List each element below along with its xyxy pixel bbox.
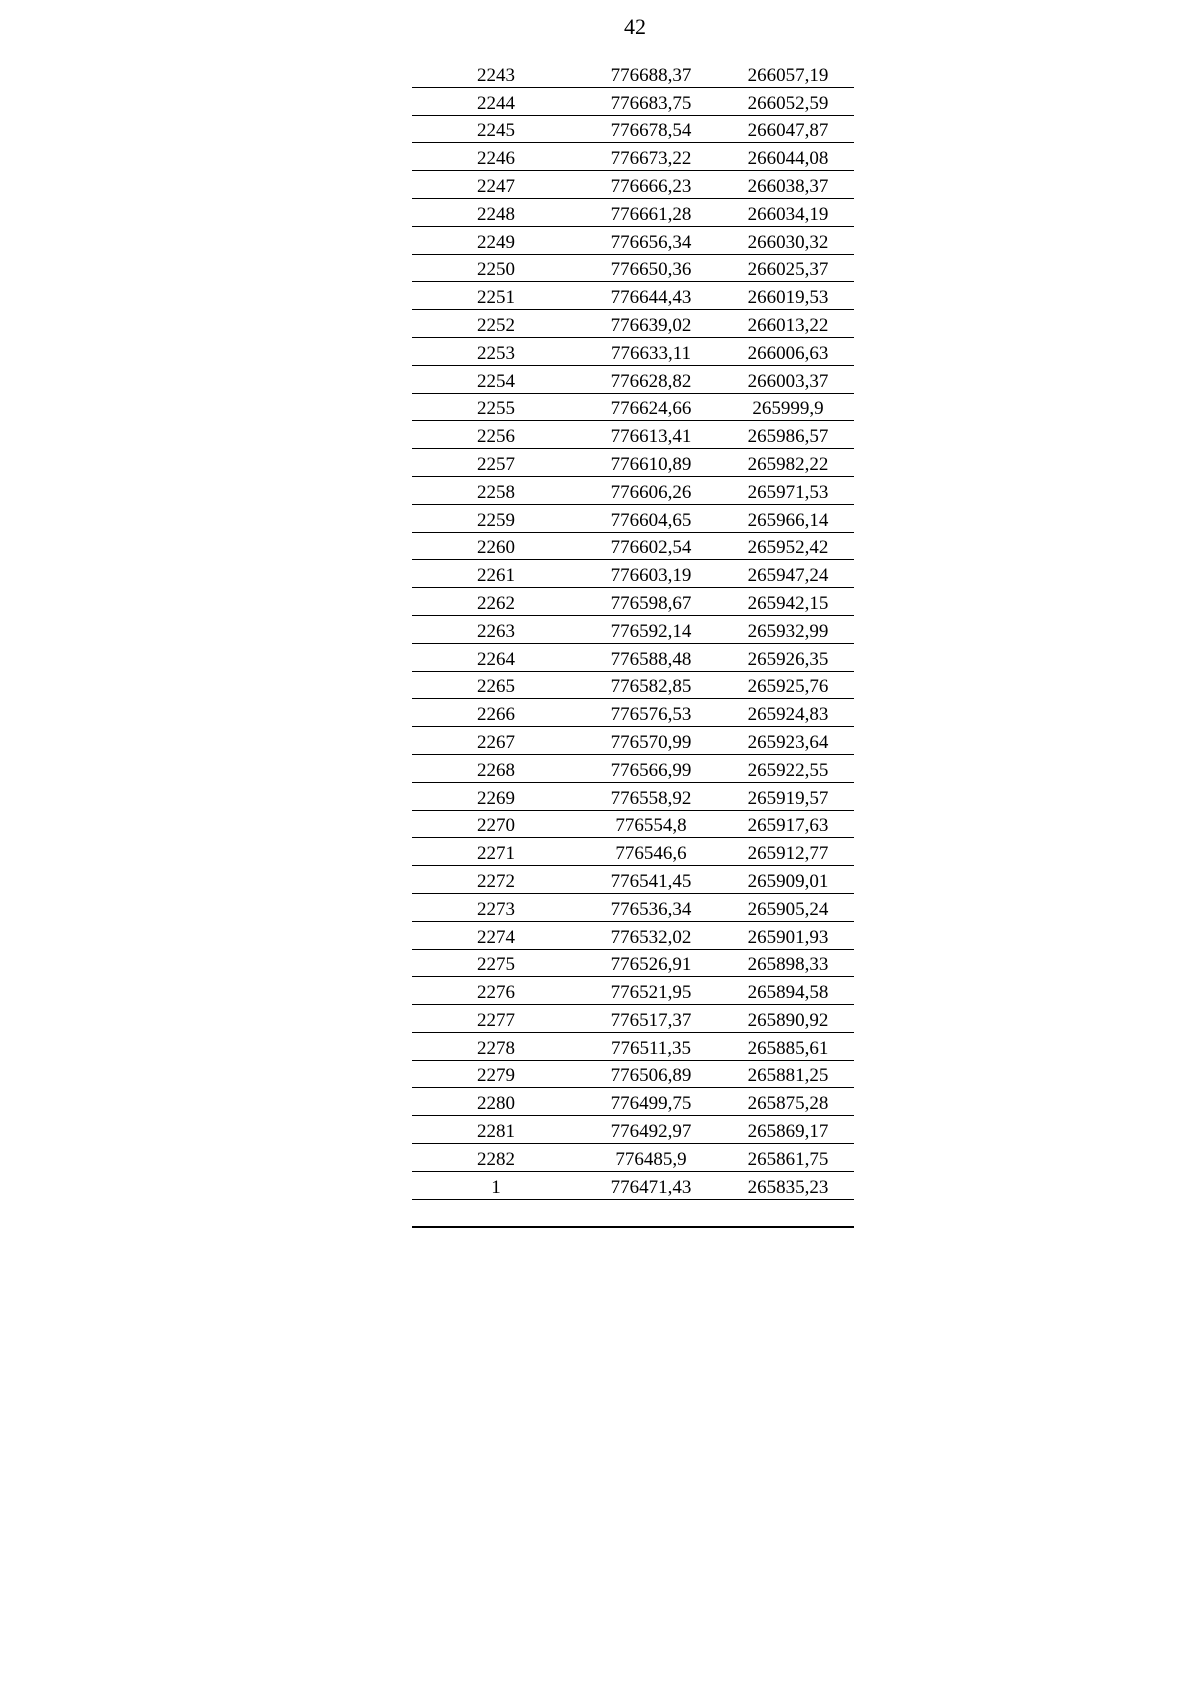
- x-coordinate-cell: 776650,36: [580, 254, 722, 282]
- point-number-cell: 2250: [412, 254, 580, 282]
- table-row: [412, 671, 854, 699]
- x-coordinate-cell: 776656,34: [580, 226, 722, 254]
- table-row: [412, 588, 854, 616]
- y-coordinate-cell: 266003,37: [722, 365, 854, 393]
- y-coordinate-cell: 265861,75: [722, 1144, 854, 1172]
- table-row: [412, 254, 854, 282]
- y-coordinate-cell: 265926,35: [722, 643, 854, 671]
- table-row: [412, 115, 854, 143]
- x-coordinate-cell: 776511,35: [580, 1032, 722, 1060]
- point-number-cell: 2256: [412, 421, 580, 449]
- point-number-cell: 2275: [412, 949, 580, 977]
- y-coordinate-cell: 265909,01: [722, 866, 854, 894]
- y-coordinate-cell: 265901,93: [722, 921, 854, 949]
- x-coordinate-cell: 776592,14: [580, 615, 722, 643]
- point-number-cell: 2267: [412, 727, 580, 755]
- point-number-cell: 2251: [412, 282, 580, 310]
- y-coordinate-cell: 265894,58: [722, 977, 854, 1005]
- x-coordinate-cell: 776624,66: [580, 393, 722, 421]
- table-row: [412, 615, 854, 643]
- y-coordinate-cell: 266006,63: [722, 337, 854, 365]
- y-coordinate-cell: 266013,22: [722, 310, 854, 338]
- table-row: [412, 421, 854, 449]
- table-row: [412, 282, 854, 310]
- x-coordinate-cell: 776526,91: [580, 949, 722, 977]
- table-row: [412, 310, 854, 338]
- y-coordinate-cell: 266052,59: [722, 87, 854, 115]
- x-coordinate-cell: 776485,9: [580, 1144, 722, 1172]
- x-coordinate-cell: 776606,26: [580, 476, 722, 504]
- coordinates-table: [412, 60, 854, 1228]
- table-row: [412, 1116, 854, 1144]
- y-coordinate-cell: 265924,83: [722, 699, 854, 727]
- y-coordinate-cell: 266057,19: [722, 60, 854, 87]
- x-coordinate-cell: 776554,8: [580, 810, 722, 838]
- point-number-cell: 2278: [412, 1032, 580, 1060]
- table-row: [412, 171, 854, 199]
- table-row: [412, 1060, 854, 1088]
- point-number-cell: 2245: [412, 115, 580, 143]
- table-row: [412, 921, 854, 949]
- x-coordinate-cell: 776471,43: [580, 1171, 722, 1199]
- point-number-cell: 2266: [412, 699, 580, 727]
- point-number-cell: 2280: [412, 1088, 580, 1116]
- point-number-cell: 1: [412, 1171, 580, 1199]
- point-number-cell: 2248: [412, 198, 580, 226]
- x-coordinate-cell: 776602,54: [580, 532, 722, 560]
- point-number-cell: 2254: [412, 365, 580, 393]
- x-coordinate-cell: 776628,82: [580, 365, 722, 393]
- point-number-cell: 2269: [412, 782, 580, 810]
- point-number-cell: 2271: [412, 838, 580, 866]
- x-coordinate-cell: 776558,92: [580, 782, 722, 810]
- table-row: [412, 87, 854, 115]
- y-coordinate-cell: 265952,42: [722, 532, 854, 560]
- y-coordinate-cell: 265942,15: [722, 588, 854, 616]
- table-row: [412, 782, 854, 810]
- table-row: [412, 893, 854, 921]
- table-row: [412, 60, 854, 87]
- point-number-cell: 2272: [412, 866, 580, 894]
- x-coordinate-cell: 776688,37: [580, 60, 722, 87]
- x-coordinate-cell: 776499,75: [580, 1088, 722, 1116]
- table-row: [412, 476, 854, 504]
- y-coordinate-cell: 265917,63: [722, 810, 854, 838]
- point-number-cell: 2255: [412, 393, 580, 421]
- table-row: [412, 1171, 854, 1199]
- point-number-cell: 2257: [412, 449, 580, 477]
- point-number-cell: 2260: [412, 532, 580, 560]
- x-coordinate-cell: 776576,53: [580, 699, 722, 727]
- x-coordinate-cell: 776517,37: [580, 1005, 722, 1033]
- x-coordinate-cell: 776613,41: [580, 421, 722, 449]
- y-coordinate-cell: 265875,28: [722, 1088, 854, 1116]
- point-number-cell: 2274: [412, 921, 580, 949]
- point-number-cell: 2264: [412, 643, 580, 671]
- table-row: [412, 337, 854, 365]
- table-row: [412, 949, 854, 977]
- point-number-cell: 2246: [412, 143, 580, 171]
- y-coordinate-cell: 266030,32: [722, 226, 854, 254]
- table-row: [412, 1088, 854, 1116]
- table-row: [412, 1032, 854, 1060]
- table-row: [412, 504, 854, 532]
- y-coordinate-cell: 265971,53: [722, 476, 854, 504]
- y-coordinate-cell: 266047,87: [722, 115, 854, 143]
- table-row: [412, 449, 854, 477]
- x-coordinate-cell: 776610,89: [580, 449, 722, 477]
- table-row: [412, 838, 854, 866]
- point-number-cell: 2279: [412, 1060, 580, 1088]
- point-number-cell: 2252: [412, 310, 580, 338]
- y-coordinate-cell: 265999,9: [722, 393, 854, 421]
- table-row: [412, 143, 854, 171]
- point-number-cell: 2261: [412, 560, 580, 588]
- x-coordinate-cell: 776683,75: [580, 87, 722, 115]
- y-coordinate-cell: 265905,24: [722, 893, 854, 921]
- y-coordinate-cell: 265912,77: [722, 838, 854, 866]
- table-row: [412, 532, 854, 560]
- y-coordinate-cell: 265925,76: [722, 671, 854, 699]
- table-row: [412, 226, 854, 254]
- y-coordinate-cell: 265966,14: [722, 504, 854, 532]
- coordinates-table-body: [412, 60, 854, 1227]
- table-row: [412, 810, 854, 838]
- point-number-cell: 2281: [412, 1116, 580, 1144]
- x-coordinate-cell: 776661,28: [580, 198, 722, 226]
- table-closing-row: [412, 1199, 854, 1227]
- empty-cell: [412, 1199, 580, 1227]
- x-coordinate-cell: 776532,02: [580, 921, 722, 949]
- x-coordinate-cell: 776588,48: [580, 643, 722, 671]
- point-number-cell: 2268: [412, 754, 580, 782]
- point-number-cell: 2244: [412, 87, 580, 115]
- point-number-cell: 2243: [412, 60, 580, 87]
- point-number-cell: 2277: [412, 1005, 580, 1033]
- x-coordinate-cell: 776521,95: [580, 977, 722, 1005]
- point-number-cell: 2282: [412, 1144, 580, 1172]
- y-coordinate-cell: 265885,61: [722, 1032, 854, 1060]
- y-coordinate-cell: 265986,57: [722, 421, 854, 449]
- y-coordinate-cell: 265919,57: [722, 782, 854, 810]
- x-coordinate-cell: 776673,22: [580, 143, 722, 171]
- x-coordinate-cell: 776582,85: [580, 671, 722, 699]
- y-coordinate-cell: 266034,19: [722, 198, 854, 226]
- y-coordinate-cell: 265898,33: [722, 949, 854, 977]
- x-coordinate-cell: 776678,54: [580, 115, 722, 143]
- point-number-cell: 2276: [412, 977, 580, 1005]
- y-coordinate-cell: 265890,92: [722, 1005, 854, 1033]
- x-coordinate-cell: 776566,99: [580, 754, 722, 782]
- table-row: [412, 365, 854, 393]
- x-coordinate-cell: 776536,34: [580, 893, 722, 921]
- y-coordinate-cell: 265922,55: [722, 754, 854, 782]
- y-coordinate-cell: 266025,37: [722, 254, 854, 282]
- empty-cell: [722, 1199, 854, 1227]
- point-number-cell: 2253: [412, 337, 580, 365]
- table-row: [412, 727, 854, 755]
- table-row: [412, 754, 854, 782]
- table-row: [412, 866, 854, 894]
- x-coordinate-cell: 776666,23: [580, 171, 722, 199]
- y-coordinate-cell: 265835,23: [722, 1171, 854, 1199]
- x-coordinate-cell: 776492,97: [580, 1116, 722, 1144]
- point-number-cell: 2259: [412, 504, 580, 532]
- table-row: [412, 560, 854, 588]
- table-row: [412, 643, 854, 671]
- table-row: [412, 699, 854, 727]
- y-coordinate-cell: 265869,17: [722, 1116, 854, 1144]
- y-coordinate-cell: 266019,53: [722, 282, 854, 310]
- table-row: [412, 977, 854, 1005]
- y-coordinate-cell: 265923,64: [722, 727, 854, 755]
- x-coordinate-cell: 776506,89: [580, 1060, 722, 1088]
- table-row: [412, 198, 854, 226]
- y-coordinate-cell: 265947,24: [722, 560, 854, 588]
- y-coordinate-cell: 266044,08: [722, 143, 854, 171]
- table-row: [412, 1144, 854, 1172]
- point-number-cell: 2249: [412, 226, 580, 254]
- x-coordinate-cell: 776603,19: [580, 560, 722, 588]
- table-row: [412, 1005, 854, 1033]
- x-coordinate-cell: 776633,11: [580, 337, 722, 365]
- y-coordinate-cell: 265982,22: [722, 449, 854, 477]
- table-row: [412, 393, 854, 421]
- point-number-cell: 2262: [412, 588, 580, 616]
- x-coordinate-cell: 776644,43: [580, 282, 722, 310]
- x-coordinate-cell: 776570,99: [580, 727, 722, 755]
- point-number-cell: 2265: [412, 671, 580, 699]
- point-number-cell: 2247: [412, 171, 580, 199]
- empty-cell: [580, 1199, 722, 1227]
- point-number-cell: 2258: [412, 476, 580, 504]
- x-coordinate-cell: 776546,6: [580, 838, 722, 866]
- point-number-cell: 2273: [412, 893, 580, 921]
- x-coordinate-cell: 776541,45: [580, 866, 722, 894]
- y-coordinate-cell: 265881,25: [722, 1060, 854, 1088]
- y-coordinate-cell: 266038,37: [722, 171, 854, 199]
- x-coordinate-cell: 776598,67: [580, 588, 722, 616]
- x-coordinate-cell: 776604,65: [580, 504, 722, 532]
- point-number-cell: 2263: [412, 615, 580, 643]
- page-number: 42: [624, 14, 646, 39]
- y-coordinate-cell: 265932,99: [722, 615, 854, 643]
- point-number-cell: 2270: [412, 810, 580, 838]
- x-coordinate-cell: 776639,02: [580, 310, 722, 338]
